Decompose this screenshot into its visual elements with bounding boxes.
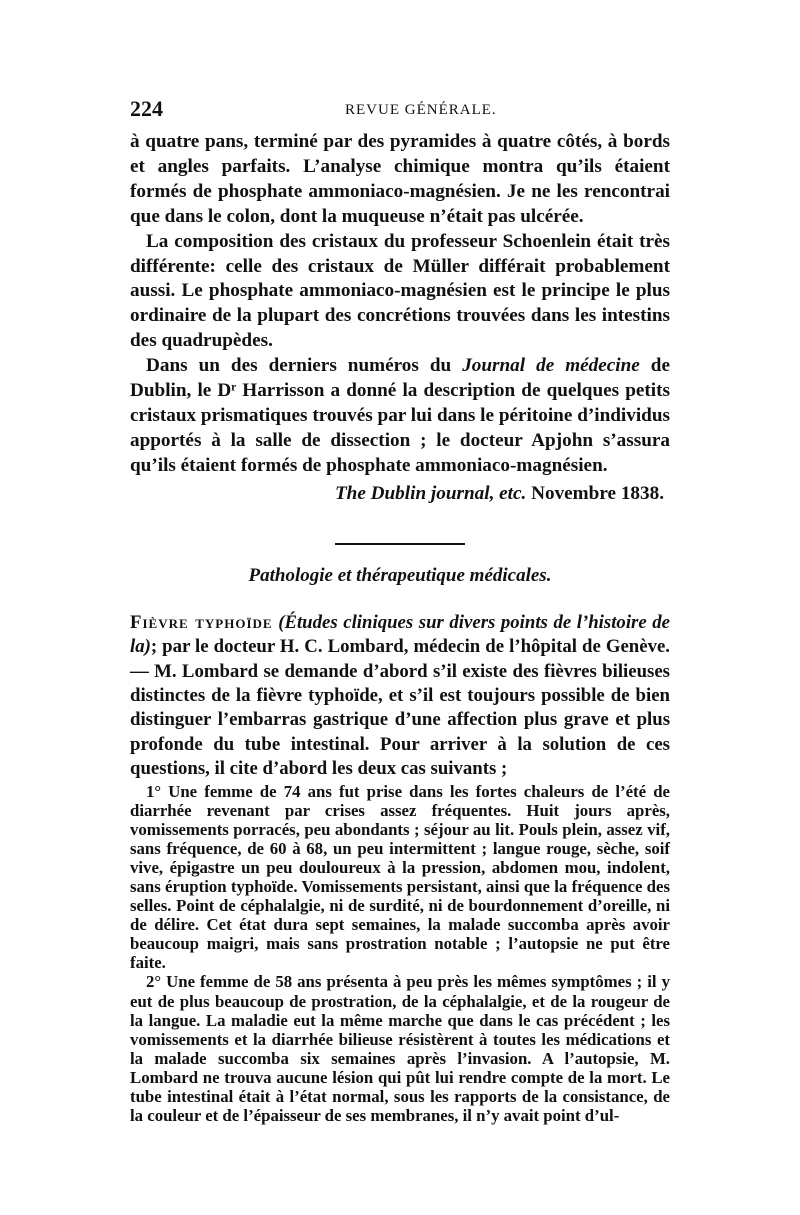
- page-body: [130, 130, 670, 1125]
- case-item: 1° Une femme de 74 ans fut prise dans les fortes chaleurs de l’été de diarrhée revenant par crises assez fréquentes. Huit jours après, vomissements porracés, peu abondants ; séjour au lit. Pouls plein, assez vif, sans fréquence, de 60 à 68, un peu intermittent ; langue rouge, sèche, soif vive, épigastre un peu douloureux à la pression, abdomen mou, indolent, sans éruption typhoïde. Vomissements persistant, ainsi que la fréquence des selles. Point de céphalalgie, ni de surdité, ni de bourdonnement d’oreille, ni de délire. Cet état dura sept semaines, la malade succomba après avoir beaucoup maigri, mais sans prostration notable ; l’autopsie ne put être faite.: [130, 781, 670, 973]
- paragraph: à quatre pans, terminé par des pyramides à quatre côtés, à bords et angles parfaits. L’analyse chimique montra qu’ils étaient formés de phosphate ammoniaco-magnésien. Je ne les rencontrai que dans le colon, dont la muqueuse n’était pas ulcérée.: [130, 131, 670, 227]
- running-head: REVUE GÉNÉRALE.: [345, 102, 497, 118]
- journal-title: Journal de médecine: [462, 355, 640, 377]
- case-item: 2° Une femme de 58 ans présenta à peu près les mêmes symptômes ; il y eut de plus beaucoup de prostration, de la céphalalgie, et de la rougeur de la langue. La maladie eut la même marche que dans le cas précédent ; les vomissements et la diarrhée bilieuse résistèrent à toutes les médications et la malade succomba six semaines après l’invasion. A l’autopsie, M. Lombard ne trouva aucune lésion qui pût lui rendre compte de la mort. Le tube intestinal était à l’état normal, sous les rapports de la consistance, de la couleur et de l’épaisseur de ses membranes, il n’y avait point d’ul-: [130, 972, 670, 1126]
- page-number: 224: [130, 96, 163, 121]
- divider-rule: [335, 543, 465, 545]
- section-continuation: [130, 130, 670, 479]
- lead-text: ; par le docteur H. C. Lombard, médecin de l’hôpital de Genève. — M. Lombard se demande d’abord s’il existe des fièvres bilieuses distinctes de la fièvre typhoïde, et s’il est toujours possible de bien distinguer l’embarras gastrique d’une affection plus grave et plus profonde du tube intestinal. Pour arriver à la solution de ces questions, il cite d’abord les deux cas suivants ;: [130, 636, 670, 780]
- paragraph: [130, 354, 670, 479]
- source-signature: [130, 481, 670, 507]
- lead-paragraph: [130, 611, 670, 782]
- case-list: [130, 782, 670, 1126]
- text-run: de Dublin, le Dʳ Harrisson a donné la description de quelques petits cristaux prismatiques trouvés par lui dans le péritoine d’individus apportés à la salle de dissection ; le docteur Apjohn s’assura qu’ils étaient formés de phosphate ammoniaco-magnésien.: [130, 355, 670, 476]
- source-date: Novembre 1838.: [531, 482, 664, 504]
- section-title: Pathologie et thérapeutique médicales.: [248, 564, 552, 586]
- lead-caps: Fièvre typhoïde: [130, 611, 273, 633]
- paragraph: La composition des cristaux du professeur Schoenlein était très différente: celle des cristaux de Müller différait probablement aussi. Le phosphate ammoniaco-magnésien est le principe le plus ordinaire de la plupart des concrétions trouvées dans les intestins des quadrupèdes.: [130, 230, 670, 352]
- lead-italic: (Études cliniques sur divers points de l’histoire de la): [130, 611, 670, 658]
- source-title: The Dublin journal, etc.: [334, 482, 527, 504]
- text-run: Dans un des derniers numéros du: [146, 355, 463, 377]
- page-header: [130, 96, 670, 124]
